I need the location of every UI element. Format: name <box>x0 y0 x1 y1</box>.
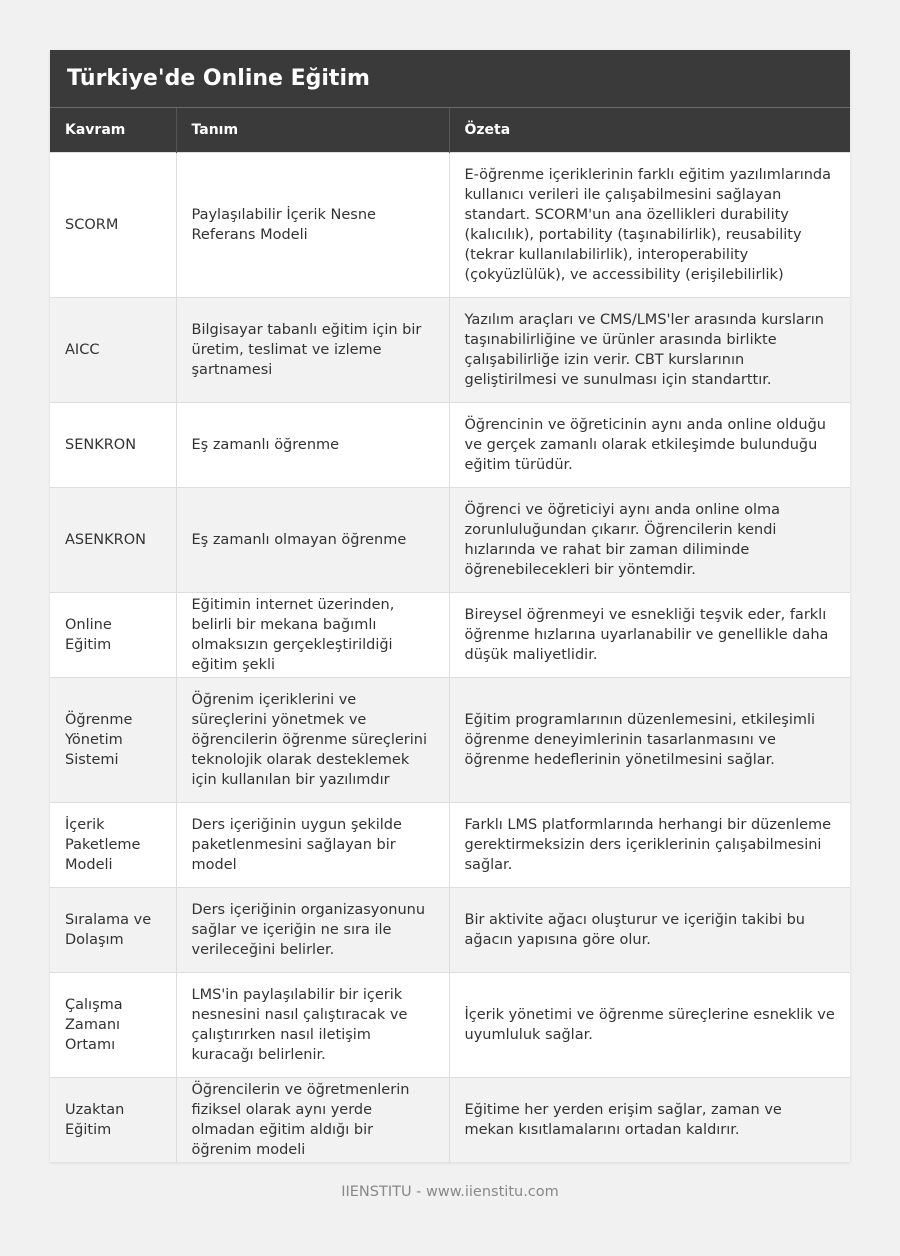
cell-tanim: Öğrenim içeriklerini ve süreçlerini yönetmek ve öğrencilerin öğrenme süreçlerini teknolojik olarak desteklemek için kullanılan bir yazılımdır <box>176 677 449 802</box>
table-row <box>50 972 850 1077</box>
table-row <box>50 1077 850 1162</box>
table-row <box>50 802 850 887</box>
table-row <box>50 152 850 297</box>
cell-tanim: Ders içeriğinin uygun şekilde paketlenmesini sağlayan bir model <box>176 802 449 887</box>
cell-ozet: E-öğrenme içeriklerinin farklı eğitim yazılımlarında kullanıcı verileri ile çalışabilmesini sağlayan standart. SCORM'un ana özellikleri durability (kalıcılık), portability (taşınabilirlik), reusability (tekrar kullanılabilirlik), interoperability (çokyüzlülük), ve accessibility (erişilebilirlik) <box>449 152 850 297</box>
cell-tanim: LMS'in paylaşılabilir bir içerik nesnesini nasıl çalıştıracak ve çalıştırırken nasıl iletişim kuracağı belirlenir. <box>176 972 449 1077</box>
table-row <box>50 402 850 487</box>
cell-ozet: Bir aktivite ağacı oluşturur ve içeriğin takibi bu ağacın yapısına göre olur. <box>449 887 850 972</box>
cell-tanim: Öğrencilerin ve öğretmenlerin fiziksel olarak aynı yerde olmadan eğitim aldığı bir öğrenim modeli <box>176 1077 449 1162</box>
cell-kavram: Sıralama ve Dolaşım <box>50 887 176 972</box>
cell-ozet: Eğitim programlarının düzenlemesini, etkileşimli öğrenme deneyimlerinin tasarlanmasını ve öğrenme hedeflerinin yönetilmesini sağlar. <box>449 677 850 802</box>
cell-kavram: Online Eğitim <box>50 592 176 677</box>
table-row <box>50 887 850 972</box>
cell-tanim: Bilgisayar tabanlı eğitim için bir üretim, teslimat ve izleme şartnamesi <box>176 297 449 402</box>
footer-text: IIENSTITU - www.iienstitu.com <box>341 1184 559 1200</box>
cell-ozet: Eğitime her yerden erişim sağlar, zaman ve mekan kısıtlamalarını ortadan kaldırır. <box>449 1077 850 1162</box>
cell-tanim: Eş zamanlı öğrenme <box>176 402 449 487</box>
table-row <box>50 487 850 592</box>
cell-kavram: AICC <box>50 297 176 402</box>
column-header-kavram: Kavram <box>50 108 176 152</box>
cell-kavram: Çalışma Zamanı Ortamı <box>50 972 176 1077</box>
content-card <box>50 50 850 1162</box>
page-title: Türkiye'de Online Eğitim <box>50 50 850 108</box>
cell-ozet: Öğrenci ve öğreticiyi aynı anda online olma zorunluluğundan çıkarır. Öğrencilerin kendi hızlarında ve rahat bir zaman diliminde öğrenebilecekleri bir yöntemdir. <box>449 487 850 592</box>
cell-tanim: Eğitimin internet üzerinden, belirli bir mekana bağımlı olmaksızın gerçekleştirildiği eğitim şekli <box>176 592 449 677</box>
cell-ozet: Öğrencinin ve öğreticinin aynı anda online olduğu ve gerçek zamanlı olarak etkileşimde bulunduğu eğitim türüdür. <box>449 402 850 487</box>
cell-kavram: İçerik Paketleme Modeli <box>50 802 176 887</box>
cell-ozet: Yazılım araçları ve CMS/LMS'ler arasında kursların taşınabilirliğine ve ürünler arasında birlikte çalışabilirliğe izin verir. CBT kurslarının geliştirilmesi ve sunulması için standarttır. <box>449 297 850 402</box>
cell-kavram: SCORM <box>50 152 176 297</box>
cell-tanim: Ders içeriğinin organizasyonunu sağlar ve içeriğin ne sıra ile verileceğini belirler. <box>176 887 449 972</box>
cell-kavram: Öğrenme Yönetim Sistemi <box>50 677 176 802</box>
cell-tanim: Paylaşılabilir İçerik Nesne Referans Modeli <box>176 152 449 297</box>
cell-ozet: Farklı LMS platformlarında herhangi bir düzenleme gerektirmeksizin ders içeriklerinin çalışabilmesini sağlar. <box>449 802 850 887</box>
table-row <box>50 297 850 402</box>
table-header-row <box>50 108 850 152</box>
column-header-tanim: Tanım <box>176 108 449 152</box>
table-row <box>50 677 850 802</box>
column-header-ozet: Özeta <box>449 108 850 152</box>
cell-kavram: Uzaktan Eğitim <box>50 1077 176 1162</box>
cell-ozet: Bireysel öğrenmeyi ve esnekliği teşvik eder, farklı öğrenme hızlarına uyarlanabilir ve genellikle daha düşük maliyetlidir. <box>449 592 850 677</box>
concepts-table <box>50 108 850 1162</box>
table-row <box>50 592 850 677</box>
cell-kavram: SENKRON <box>50 402 176 487</box>
cell-kavram: ASENKRON <box>50 487 176 592</box>
cell-ozet: İçerik yönetimi ve öğrenme süreçlerine esneklik ve uyumluluk sağlar. <box>449 972 850 1077</box>
cell-tanim: Eş zamanlı olmayan öğrenme <box>176 487 449 592</box>
